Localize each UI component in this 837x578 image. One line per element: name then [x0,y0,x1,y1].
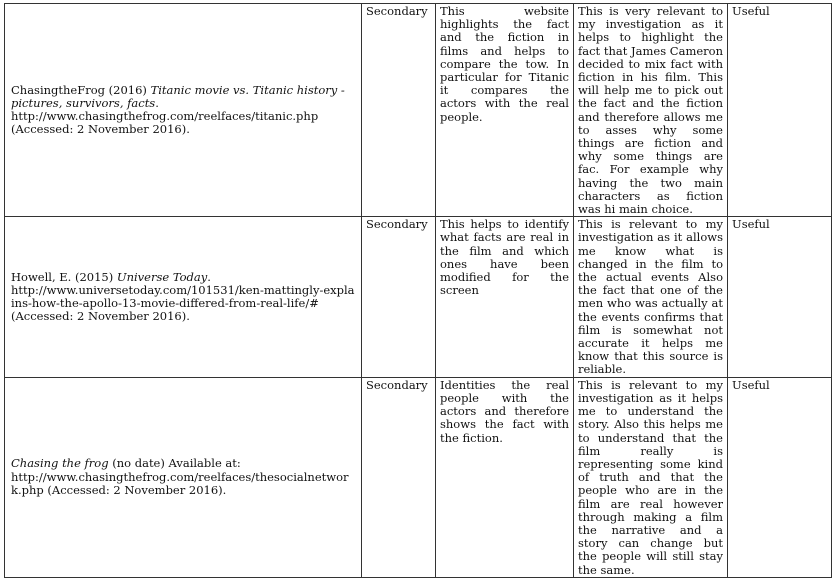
reference-cell [5,377,362,577]
reference-title: Chasing the frog [11,456,109,471]
table-row [5,217,832,377]
summary-cell: This website highlights the fact and the fiction in films and helps to compare the tow. In particular for Titanic it compares the actors with the real people. [436,4,574,217]
reference-after-title: . [207,269,211,284]
rating-cell: Useful [728,4,832,217]
reference-accessed: (Accessed: 2 November 2016). [11,309,190,324]
reference-prefix: Howell, E. (2015) [11,269,117,284]
reference-accessed: (Accessed: 2 November 2016). [43,482,227,497]
reference-accessed: (Accessed: 2 November 2016). [11,122,190,137]
relevance-cell: This is relevant to my investigation as it allows me know what is changed in the film to the actual events Also the fact that one of the men who was actually at the events confirms that film is somewhat not accurate it helps me know that this source is reliable. [574,217,728,377]
reference-after-title: . [155,95,159,110]
source-type-cell: Secondary [362,377,436,577]
relevance-cell: This is relevant to my investigation as it helps me to understand the story. Also this helps me to understand that the film really is representing some kind of truth and that the people who are in the film are real however through making a film the narrative and a story can change but the people will still stay the same. [574,377,728,577]
reference-cell [5,217,362,377]
rating-cell: Useful [728,217,832,377]
reference-url: http://www.universetoday.com/101531/ken-mattingly-explains-how-the-apollo-13-movie-differed-from-real-life/# [11,282,355,310]
reference-prefix: ChasingtheFrog (2016) [11,82,151,97]
relevance-cell: This is very relevant to my investigation as it helps to highlight the fact that James Cameron decided to mix fact with fiction in his film. This will help me to pick out the fact and the fiction and therefore allows me to asses why some things are fiction and why some things are fac. For example why having the two main characters as fiction was hi main choice. [574,4,728,217]
reference-url: http://www.chasingthefrog.com/reelfaces/titanic.php [11,109,319,124]
source-type-cell: Secondary [362,217,436,377]
reference-cell [5,4,362,217]
table-row [5,4,832,217]
table-row [5,377,832,577]
summary-cell: This helps to identify what facts are real in the film and which ones have been modified for the screen [436,217,574,377]
source-evaluation-table [4,3,832,578]
reference-title: Titanic movie vs. Titanic history - pictures, survivors, facts [11,82,345,110]
reference-url: http://www.chasingthefrog.com/reelfaces/thesocialnetwork.php [11,469,349,497]
reference-after-title: (no date) Available at: [108,456,241,471]
summary-cell: Identities the real people with the actors and therefore shows the fact with the fiction. [436,377,574,577]
rating-cell: Useful [728,377,832,577]
source-type-cell: Secondary [362,4,436,217]
reference-title: Universe Today [116,269,208,284]
